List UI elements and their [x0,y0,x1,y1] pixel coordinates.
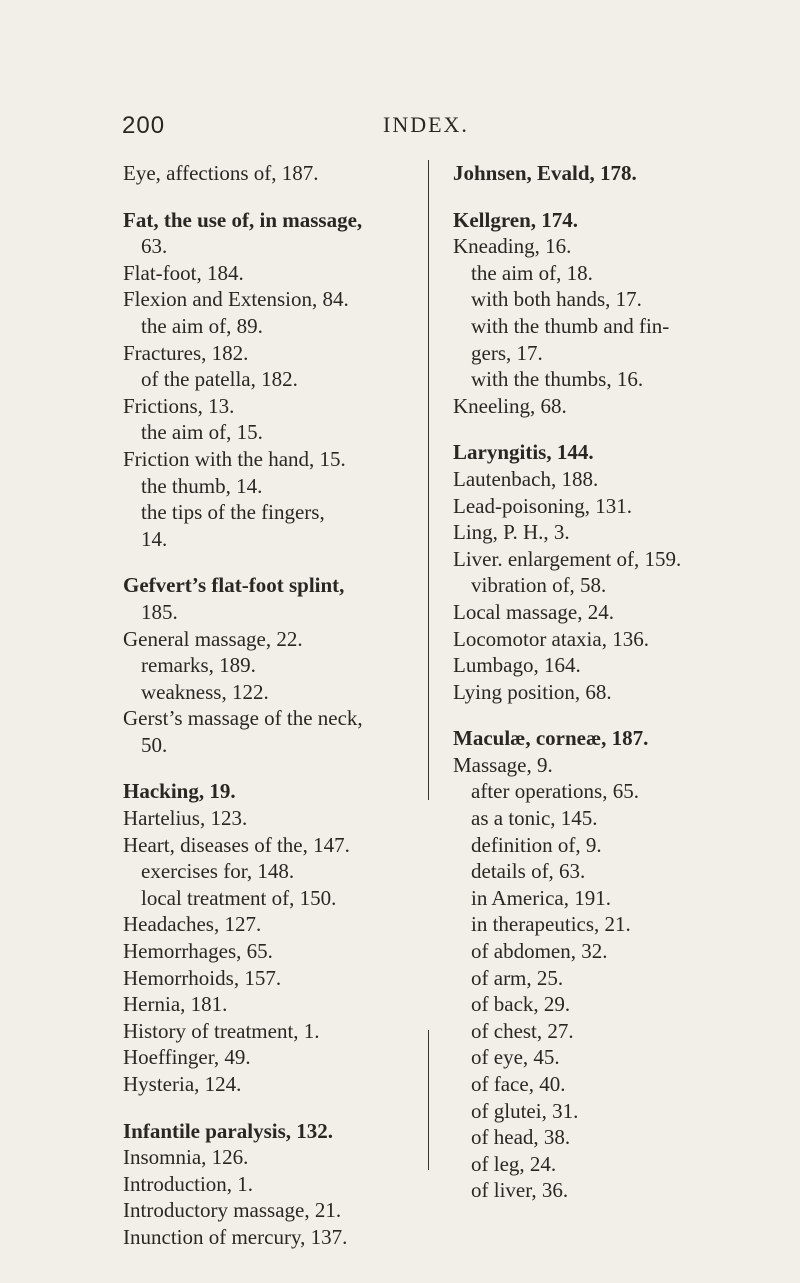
index-entry: Introduction, 1. [123,1171,254,1196]
index-entry: Lautenbach, 188. [453,466,599,491]
index-subentry: remarks, 189. [141,653,256,678]
index-subentry: details of, 63. [471,859,586,884]
index-entry: General massage, 22. [123,626,303,651]
index-entry: Hemorrhages, 65. [123,939,273,964]
index-subentry: exercises for, 148. [141,859,295,884]
column-divider [428,160,429,800]
index-subentry: in therapeutics, 21. [471,912,631,937]
index-subentry: of abdomen, 32. [471,939,608,964]
index-subentry: of chest, 27. [471,1018,574,1043]
index-entry: 185. [141,599,178,624]
index-entry: Hartelius, 123. [123,806,248,831]
index-subentry: of glutei, 31. [471,1098,579,1123]
index-entry: Maculæ, corneæ, 187. [453,726,649,751]
index-entry: 63. [141,234,168,259]
index-subentry: local treatment of, 150. [141,885,337,910]
index-subentry: the aim of, 15. [141,420,263,445]
index-entry: Locomotor ataxia, 136. [453,626,649,651]
index-entry: Kellgren, 174. [453,207,579,232]
index-entry: 50. [141,732,168,757]
index-entry: Heart, diseases of the, 147. [123,832,350,857]
index-entry: Infantile paralysis, 132. [123,1118,334,1143]
index-entry: Hacking, 19. [123,779,236,804]
index-entry: Liver. enlargement of, 159. [453,546,682,571]
index-subentry: in America, 191. [471,885,611,910]
index-entry: Laryngitis, 144. [453,440,594,465]
index-entry: Kneeling, 68. [453,393,567,418]
index-entry: Hemorrhoids, 157. [123,965,282,990]
index-subentry: the thumb, 14. [141,473,263,498]
index-subentry: of liver, 36. [471,1178,569,1203]
index-subentry: of arm, 25. [471,965,564,990]
index-entry: Hysteria, 124. [123,1072,242,1096]
index-entry: Gefvert’s flat-foot splint, [123,573,345,598]
index-column-left [123,160,428,1251]
index-entry: Headaches, 127. [123,912,262,937]
index-subentry: as a tonic, 145. [471,806,598,831]
index-subentry: of leg, 24. [471,1151,557,1176]
index-subentry: of eye, 45. [471,1045,560,1070]
index-entry: Friction with the hand, 15. [123,446,346,471]
running-head: INDEX. [383,112,469,137]
index-entry: Ling, P. H., 3. [453,520,570,545]
index-entry: Local massage, 24. [453,599,614,624]
index-entry: Introductory massage, 21. [123,1198,342,1223]
index-subentry: the aim of, 18. [471,260,593,285]
page-header [0,0,800,139]
index-subentry: after operations, 65. [471,779,639,804]
index-column-right [453,160,783,1204]
index-subentry: definition of, 9. [471,832,602,857]
index-subentry: of head, 38. [471,1125,571,1150]
column-divider [428,1030,429,1170]
index-entry: Massage, 9. [453,752,553,777]
index-subentry: the aim of, 89. [141,313,263,338]
index-entry: Inunction of mercury, 137. [123,1224,348,1249]
index-entry: Eye, affections of, 187. [123,161,319,185]
index-subentry: the tips of the fingers, [141,500,325,525]
index-entry: Flexion and Extension, 84. [123,287,349,312]
index-entry: Frictions, 13. [123,393,235,418]
index-subentry: with the thumb and fin- [471,313,670,338]
index-entry: Fractures, 182. [123,340,249,365]
index-entry: Insomnia, 126. [123,1145,249,1170]
index-subentry: 14. [141,526,168,551]
index-subentry: of face, 40. [471,1072,566,1096]
page-number: 200 [122,112,166,139]
index-subentry: gers, 17. [471,340,543,365]
index-entry: History of treatment, 1. [123,1018,320,1043]
index-subentry: with the thumbs, 16. [471,367,644,392]
index-entry: Flat-foot, 184. [123,260,244,285]
index-subentry: weakness, 122. [141,679,269,704]
index-entry: Fat, the use of, in massage, [123,207,363,232]
index-entry: Johnsen, Evald, 178. [453,161,637,185]
index-entry: Gerst’s massage of the neck, [123,706,363,731]
index-subentry: of back, 29. [471,992,571,1017]
index-subentry: vibration of, 58. [471,573,607,598]
index-entry: Hernia, 181. [123,992,228,1017]
index-subentry: of the patella, 182. [141,367,298,392]
index-entry: Lead-poisoning, 131. [453,493,633,518]
index-entry: Lumbago, 164. [453,653,581,678]
index-entry: Lying position, 68. [453,679,612,704]
index-subentry: with both hands, 17. [471,287,642,312]
index-entry: Kneading, 16. [453,234,572,259]
index-entry: Hoeffinger, 49. [123,1045,251,1070]
